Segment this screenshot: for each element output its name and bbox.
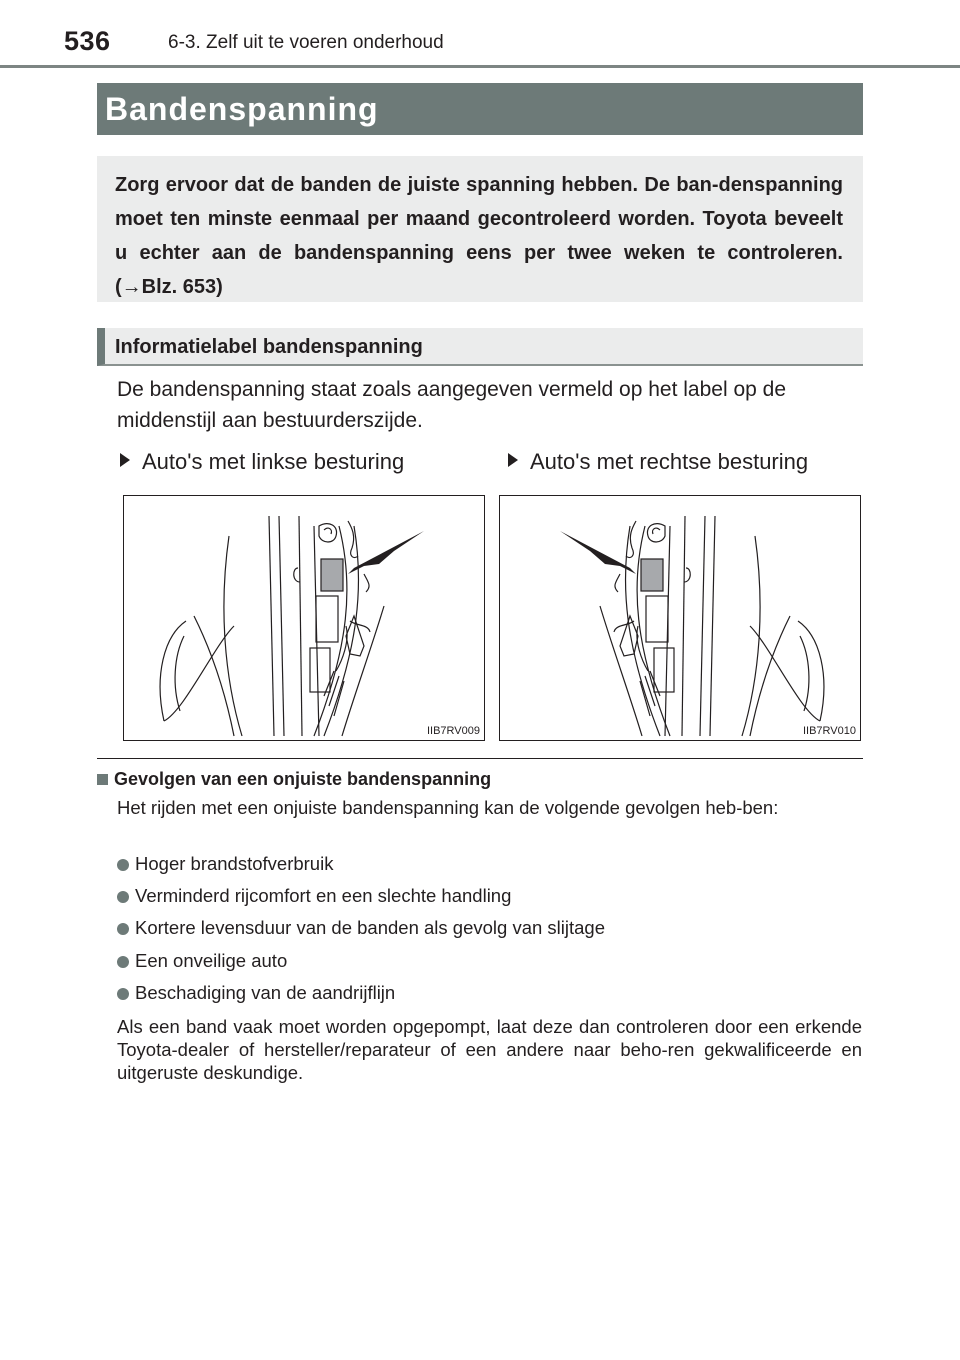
list-item	[117, 884, 511, 908]
figure-caption-text: Auto's met rechtse besturing	[530, 449, 809, 474]
subsection-heading: Informatielabel bandenspanning	[97, 328, 863, 366]
circle-bullet-icon	[117, 988, 129, 1000]
figure-caption-left	[120, 447, 404, 477]
figure-left-hand-drive	[123, 495, 485, 741]
figure-caption-right	[508, 447, 808, 477]
consequences-intro: Het rijden met een onjuiste bandenspanning kan de volgende gevolgen heb-ben:	[117, 797, 779, 818]
figure-code: IIB7RV009	[426, 725, 480, 737]
circle-bullet-icon	[117, 859, 129, 871]
list-item	[117, 852, 333, 876]
list-item-text: Kortere levensduur van de banden als gevolg van slijtage	[135, 917, 606, 938]
circle-bullet-icon	[117, 956, 129, 968]
list-item-text: Beschadiging van de aandrijflijn	[135, 982, 396, 1003]
list-item	[117, 981, 395, 1005]
section-divider	[97, 758, 863, 759]
subsection-text: De bandenspanning staat zoals aangegeven vermeld op het label op de middenstijl aan bestuurderszijde.	[117, 378, 786, 432]
list-item	[117, 916, 605, 940]
b-pillar-illustration	[124, 496, 484, 740]
figure-code: IIB7RV010	[802, 725, 856, 737]
triangle-bullet-icon	[508, 453, 518, 467]
page-number: 536	[64, 26, 111, 56]
list-item-text: Hoger brandstofverbruik	[135, 853, 334, 874]
intro-box: Zorg ervoor dat de banden de juiste spanning hebben. De ban-denspanning moet ten minste eenmaal per maand gecontroleerd worden. Toyota beveelt u echter aan de bandenspanning eens per twee weken te controleren. (→Blz. 653)	[97, 156, 863, 302]
consequences-heading-text: Gevolgen van een onjuiste bandenspanning	[114, 769, 492, 789]
triangle-bullet-icon	[120, 453, 130, 467]
list-item-text: Een onveilige auto	[135, 950, 288, 971]
circle-bullet-icon	[117, 891, 129, 903]
header-divider	[0, 65, 960, 68]
consequences-closing: Als een band vaak moet worden opgepompt, laat deze dan controleren door een erkende Toyota-dealer of hersteller/reparateur of een andere naar beho-ren gekwalificeerde en uitgeruste deskundige.	[117, 1016, 862, 1083]
square-bullet-icon	[97, 774, 108, 785]
section-heading: 6-3. Zelf uit te voeren onderhoud	[168, 32, 444, 53]
figure-caption-text: Auto's met linkse besturing	[142, 449, 405, 474]
figure-right-hand-drive	[499, 495, 861, 741]
consequences-heading	[97, 766, 863, 792]
pointer-arrow-icon	[348, 531, 424, 574]
list-item	[117, 949, 287, 973]
page-title: Bandenspanning	[97, 83, 863, 135]
list-item-text: Verminderd rijcomfort en een slechte handling	[135, 885, 512, 906]
b-pillar-illustration	[500, 496, 860, 740]
circle-bullet-icon	[117, 923, 129, 935]
